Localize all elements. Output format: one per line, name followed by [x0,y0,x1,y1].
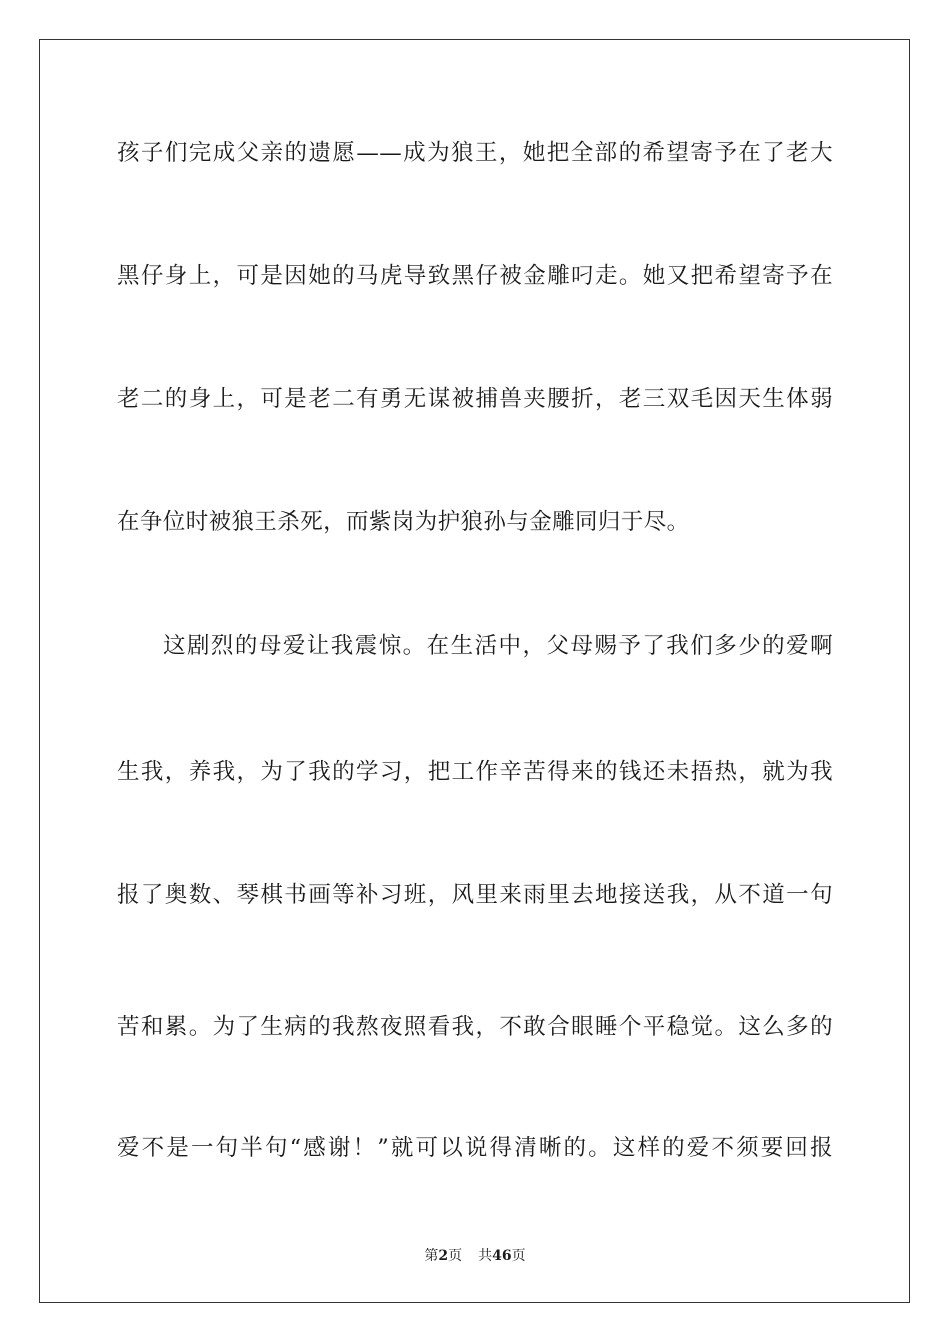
text-line: 生我，养我，为了我的学习，把工作辛苦得来的钱还未捂热，就为我 [117,759,833,785]
text-line: 老二的身上，可是老二有勇无谋被捕兽夹腰折，老三双毛因天生体弱 [117,386,833,412]
total-pages: 46 [492,1248,512,1264]
total-suffix: 页 [511,1248,526,1264]
page-prefix: 第 [424,1248,439,1264]
text-line: 爱不是一句半句“感谢！”就可以说得清晰的。这样的爱不须要回报 [117,1135,833,1161]
text-line: 苦和累。为了生病的我熬夜照看我，不敢合眼睡个平稳觉。这么多的 [117,1014,833,1040]
paragraph-first-line: 这剧烈的母爱让我震惊。在生活中，父母赐予了我们多少的爱啊 [163,633,833,659]
page-border [39,39,910,1303]
page-suffix: 页 [448,1248,463,1264]
page-footer [0,1245,950,1265]
text-line: 黑仔身上，可是因她的马虎导致黑仔被金雕叼走。她又把希望寄予在 [117,263,833,289]
text-line: 孩子们完成父亲的遗愿——成为狼王，她把全部的希望寄予在了老大 [117,140,833,166]
text-line: 在争位时被狼王杀死，而紫岗为护狼孙与金雕同归于尽。 [117,509,690,535]
total-prefix: 共 [478,1248,493,1264]
page-number: 2 [438,1248,449,1264]
text-line: 报了奥数、琴棋书画等补习班，风里来雨里去地接送我，从不道一句 [117,882,833,908]
